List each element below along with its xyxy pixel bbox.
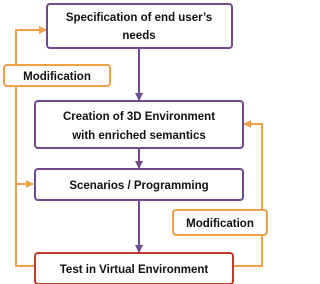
node-specification	[47, 4, 232, 48]
creation-line-1: Creation of 3D Environment	[62, 111, 216, 123]
creation-line-2: with enriched semantics	[72, 130, 206, 142]
node-scenarios	[35, 169, 243, 200]
specification-line-2: needs	[122, 30, 156, 42]
test-text: Test in Virtual Environment	[59, 264, 209, 276]
specification-line-1: Specification of end user’s	[65, 12, 213, 24]
node-creation	[35, 101, 243, 148]
modification-label-left	[4, 65, 110, 86]
modification-left-text: Modification	[23, 71, 91, 83]
node-test	[35, 253, 233, 284]
modification-right-text: Modification	[186, 218, 254, 230]
scenarios-text: Scenarios / Programming	[69, 180, 209, 192]
modification-label-right	[173, 210, 267, 235]
